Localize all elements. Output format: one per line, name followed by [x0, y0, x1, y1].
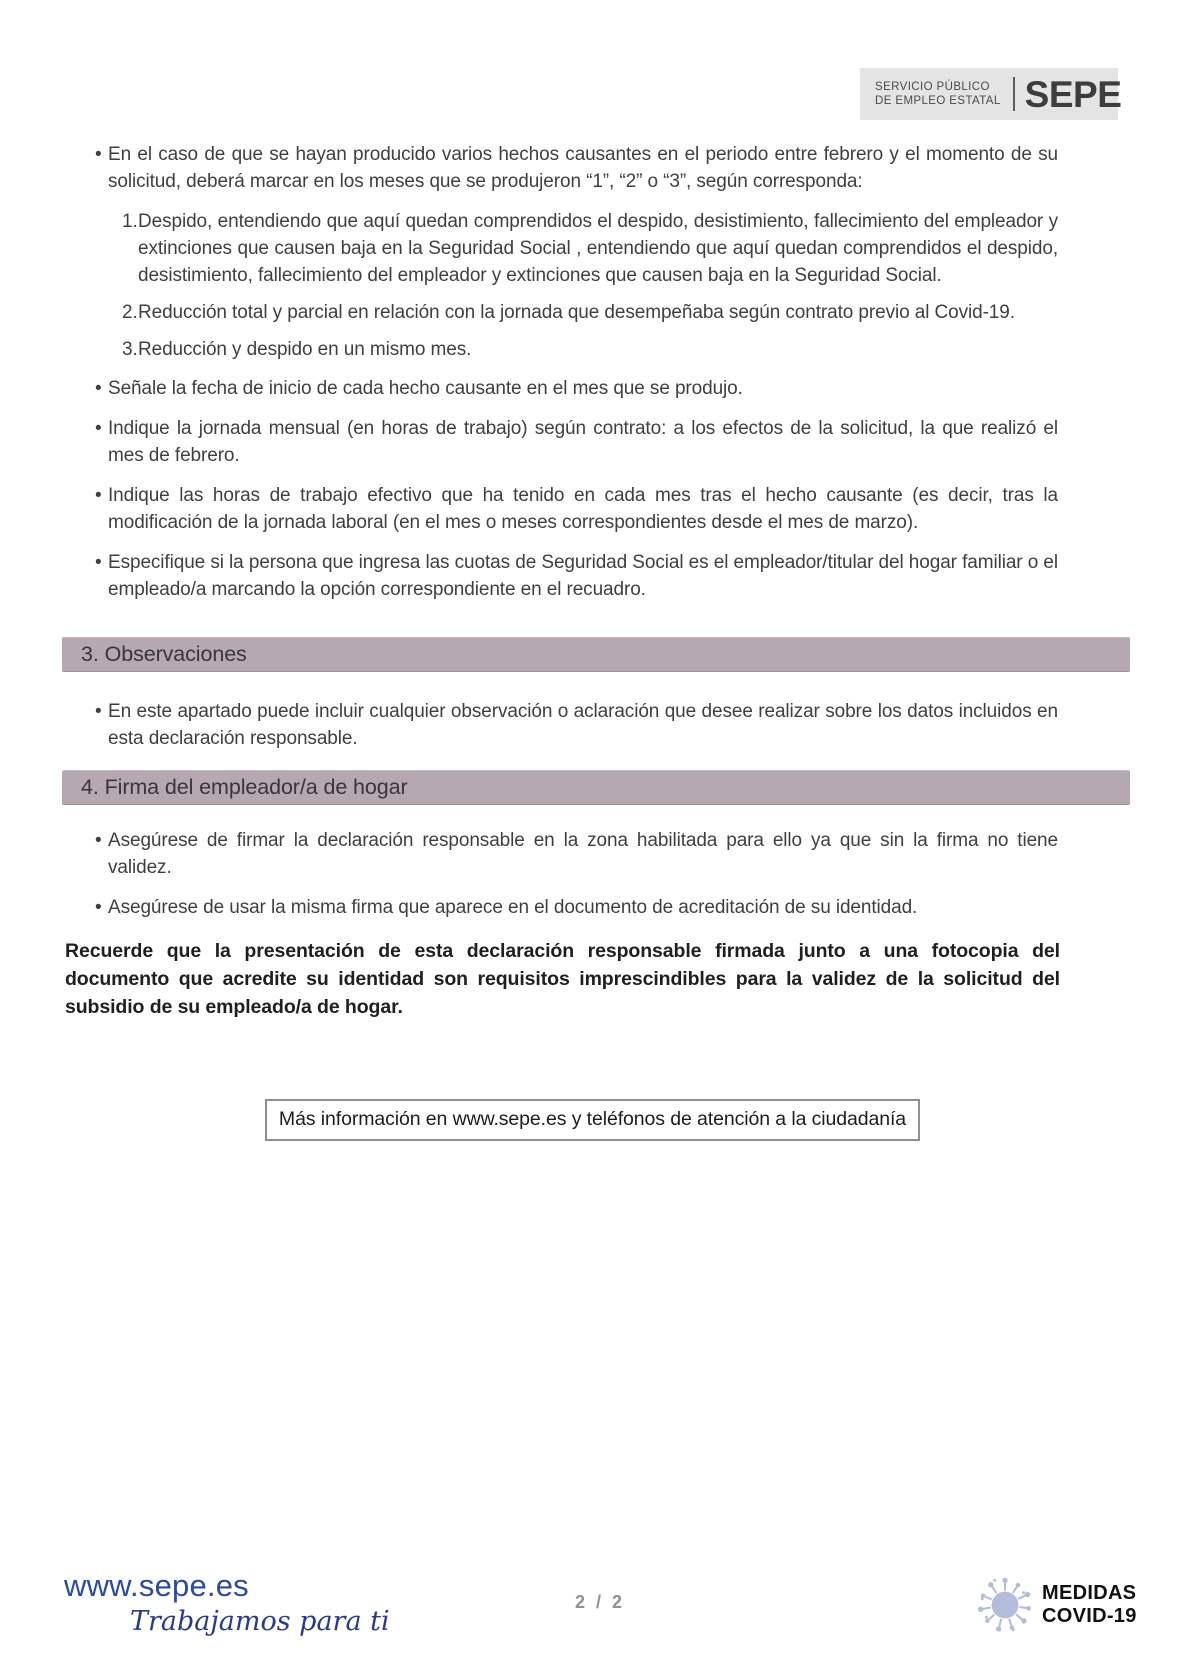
- covid-badge-label: [1042, 1582, 1137, 1628]
- bullet-item: • Señale la fecha de inicio de cada hecho causante en el mes que se produjo.: [62, 375, 1058, 402]
- bullet-item: • En este apartado puede incluir cualquier observación o aclaración que desee realizar sobre los datos incluidos en esta declaración responsable.: [62, 698, 1058, 752]
- numbered-item: [62, 336, 1058, 363]
- covid-badge-line2: COVID-19: [1042, 1605, 1137, 1627]
- intro-bullet: • En el caso de que se hayan producido varios hechos causantes en el periodo entre febrero y el momento de su solicitud, deberá marcar en los meses que se produjeron “1”, “2” o “3”, según corresponda:: [62, 141, 1058, 195]
- numbered-item-text: Reducción total y parcial en relación con la jornada que desempeñaba según contrato previo al Covid-19.: [138, 302, 1015, 323]
- bullet-item: • Indique las horas de trabajo efectivo que ha tenido en cada mes tras el hecho causante (es decir, tras la modificación de la jornada laboral (en el mes o meses correspondientes desde el mes de marzo).: [62, 482, 1058, 536]
- numbered-item: [62, 299, 1058, 326]
- numbered-item-text: Reducción y despido en un mismo mes.: [138, 339, 472, 360]
- logo-divider: [1013, 77, 1015, 111]
- footer-website: www.sepe.es: [64, 1568, 249, 1603]
- coronavirus-icon: [972, 1572, 1038, 1638]
- bullet-item: • Especifique si la persona que ingresa las cuotas de Seguridad Social es el empleador/titular del hogar familiar o el empleado/a marcando la opción correspondiente en el recuadro.: [62, 549, 1058, 603]
- section-header-firma: 4. Firma del empleador/a de hogar: [62, 770, 1130, 805]
- sepe-logo: [860, 68, 1122, 120]
- numbered-item-text: Despido, entendiendo que aquí quedan comprendidos el despido, desistimiento, fallecimiento del empleador y extinciones que causen baja en la Seguridad Social , entendiendo que aquí quedan comprendidos el despido, desistimiento, fallecimiento del empleador y extinciones que causen baja en la Seguridad Social.: [138, 211, 1058, 286]
- numbered-item-marker: 1.: [122, 211, 138, 232]
- footer-tagline: Trabajamos para ti: [130, 1606, 390, 1637]
- page-indicator: 2 / 2: [574, 1592, 626, 1612]
- main-content: [62, 141, 1130, 1141]
- numbered-item: [62, 208, 1058, 289]
- logo-agency-line2: DE EMPLEO ESTATAL: [875, 95, 1001, 107]
- logo-agency-name: [860, 80, 1001, 108]
- bullet-item: • Asegúrese de usar la misma firma que aparece en el documento de acreditación de su identidad.: [62, 894, 1058, 921]
- bold-reminder: Recuerde que la presentación de esta declaración responsable firmada junto a una fotocopia del documento que acredite su identidad son requisitos imprescindibles para la validez de la solicitud del subsidio de su empleado/a de hogar.: [65, 940, 1060, 1018]
- more-info-box: Más información en www.sepe.es y teléfonos de atención a la ciudadanía: [265, 1099, 920, 1141]
- bullet-item: • Asegúrese de firmar la declaración responsable en la zona habilitada para ello ya que sin la firma no tiene validez.: [62, 827, 1058, 881]
- logo-acronym: SEPE: [1024, 73, 1122, 115]
- numbered-item-marker: 3.: [122, 339, 138, 360]
- covid-badge-line1: MEDIDAS: [1042, 1582, 1137, 1604]
- numbered-item-marker: 2.: [122, 302, 138, 323]
- logo-agency-line1: SERVICIO PÚBLICO: [875, 81, 990, 93]
- numbered-list: [62, 208, 1058, 363]
- section-header-observaciones: 3. Observaciones: [62, 637, 1130, 672]
- covid-badge: [972, 1572, 1137, 1638]
- bullet-item: • Indique la jornada mensual (en horas de trabajo) según contrato: a los efectos de la solicitud, la que realizó el mes de febrero.: [62, 415, 1058, 469]
